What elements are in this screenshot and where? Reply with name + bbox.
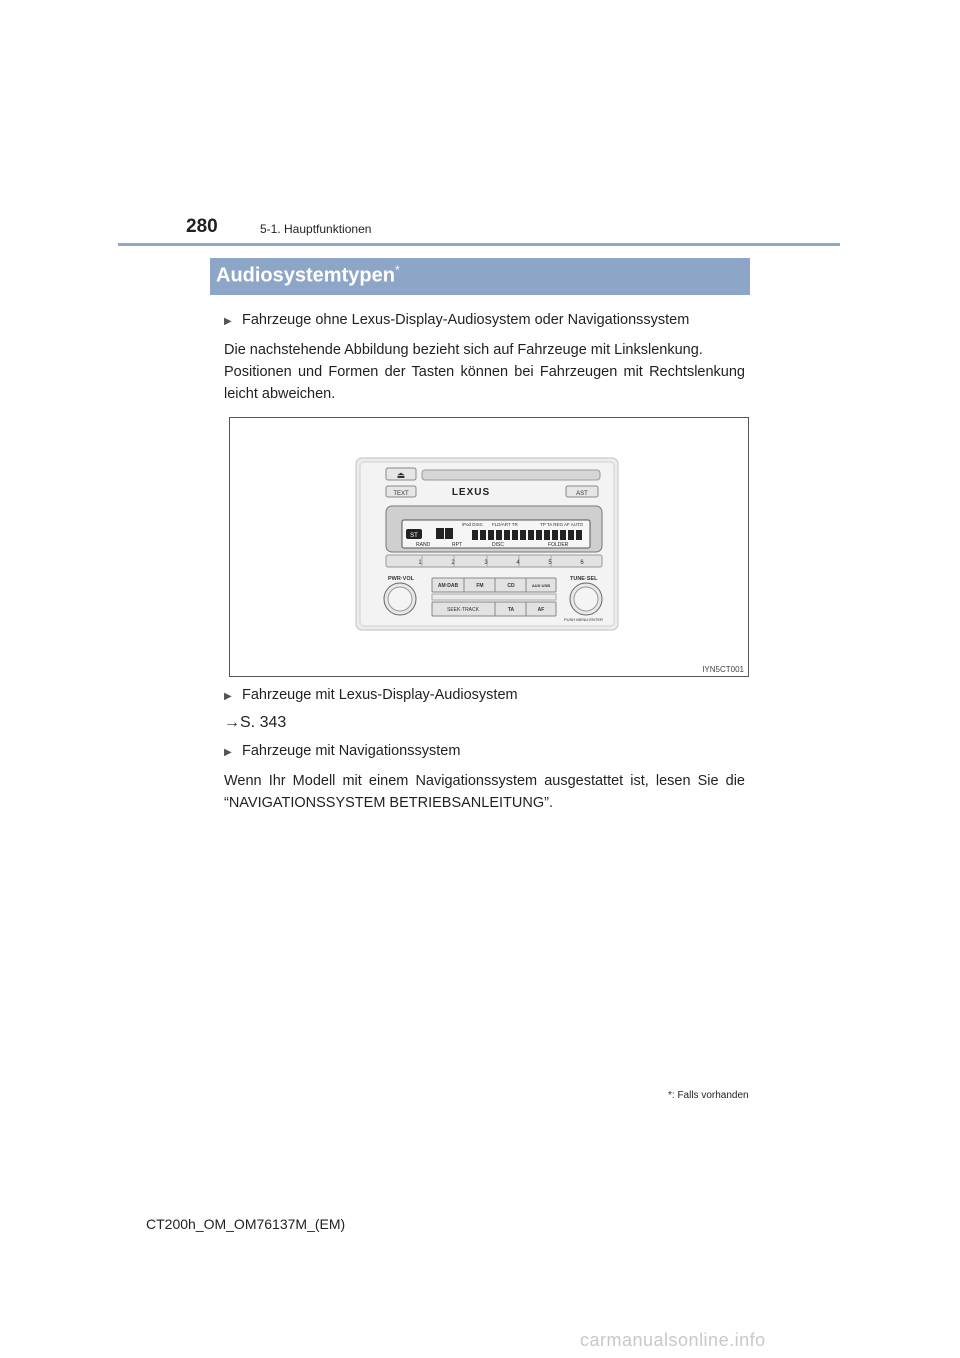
page-reference-link[interactable]: →S. 343 — [224, 714, 287, 731]
bullet-item — [224, 687, 518, 703]
ast-button-label: AST — [576, 491, 588, 497]
cd-label: CD — [507, 583, 515, 589]
page-number: 280 — [186, 216, 218, 237]
bullet-item — [224, 743, 460, 759]
fm-label: FM — [476, 583, 484, 589]
triangle-bullet-icon: ▶ — [224, 316, 232, 327]
preset-2-label: 2 — [451, 560, 455, 566]
paragraph — [224, 339, 745, 405]
paragraph-line: Die nachstehende Abbildung bezieht sich auf Fahrzeuge mit Linkslenkung. — [224, 342, 703, 358]
ta-label: TA — [507, 607, 515, 613]
display-disc-label: DISC — [492, 542, 504, 548]
display-ipod-label: iPod DISC — [462, 522, 484, 527]
watermark: carmanualsonline.info — [580, 1330, 766, 1350]
preset-3-label: 3 — [484, 560, 488, 566]
preset-4-label: 4 — [516, 560, 520, 566]
document-id: CT200h_OM_OM76137M_(EM) — [146, 1216, 346, 1232]
display-rand-label: RAND — [416, 542, 431, 548]
preset-1-label: 1 — [418, 560, 422, 566]
aux-label: AUX·USB — [531, 583, 551, 588]
triangle-bullet-icon: ▶ — [224, 747, 232, 758]
audio-unit-illustration — [230, 418, 748, 676]
footnote: *: Falls vorhanden — [668, 1090, 749, 1101]
heading-title — [216, 263, 400, 288]
bullet-text: Fahrzeuge mit Lexus-Display-Audiosystem — [242, 687, 518, 703]
figure-code: IYN5CT001 — [702, 665, 744, 674]
seek-track-label: SEEK·TRACK — [447, 607, 479, 613]
paragraph-line: Positionen und Formen der Tasten können bei Fahrzeugen mit Rechtslenkung leicht abweichen. — [224, 364, 745, 402]
bullet-text: Fahrzeuge mit Navigationssystem — [242, 743, 461, 759]
text-button-label: TEXT — [393, 491, 409, 497]
heading-marker: * — [394, 263, 400, 277]
display-fld-label: FLD/ART TR — [492, 522, 518, 527]
triangle-bullet-icon: ▶ — [224, 691, 232, 702]
display-rpt-label: RPT — [452, 542, 462, 548]
am-dab-label: AM·DAB — [437, 583, 459, 589]
display-folder-label: FOLDER — [548, 542, 569, 548]
display-flags-label: TP TA REG AF AUTO — [540, 522, 584, 527]
push-menu-label: PUSH MENU·ENTER — [564, 617, 603, 622]
section-title: 5-1. Hauptfunktionen — [260, 222, 372, 236]
heading-title-text: Audiosystemtypen — [216, 264, 395, 287]
audio-unit-figure — [229, 417, 749, 677]
bullet-item — [224, 312, 689, 328]
preset-6-label: 6 — [580, 560, 584, 566]
bullet-text: Fahrzeuge ohne Lexus-Display-Audiosystem oder Navigationssystem — [242, 312, 690, 328]
paragraph: Wenn Ihr Modell mit einem Navigationssystem ausgestattet ist, lesen Sie die “NAVIGATIONSSYSTEM BETRIEBSANLEITUNG”. — [224, 773, 745, 811]
preset-5-label: 5 — [548, 560, 552, 566]
eject-icon: ⏏ — [396, 470, 406, 480]
tune-sel-label: TUNE·SEL — [570, 576, 598, 582]
display-st-label: ST — [410, 533, 418, 539]
brand-logo: LEXUS — [451, 487, 491, 498]
af-label: AF — [537, 607, 545, 613]
header-rule — [118, 243, 840, 246]
pwr-vol-label: PWR·VOL — [388, 576, 414, 582]
